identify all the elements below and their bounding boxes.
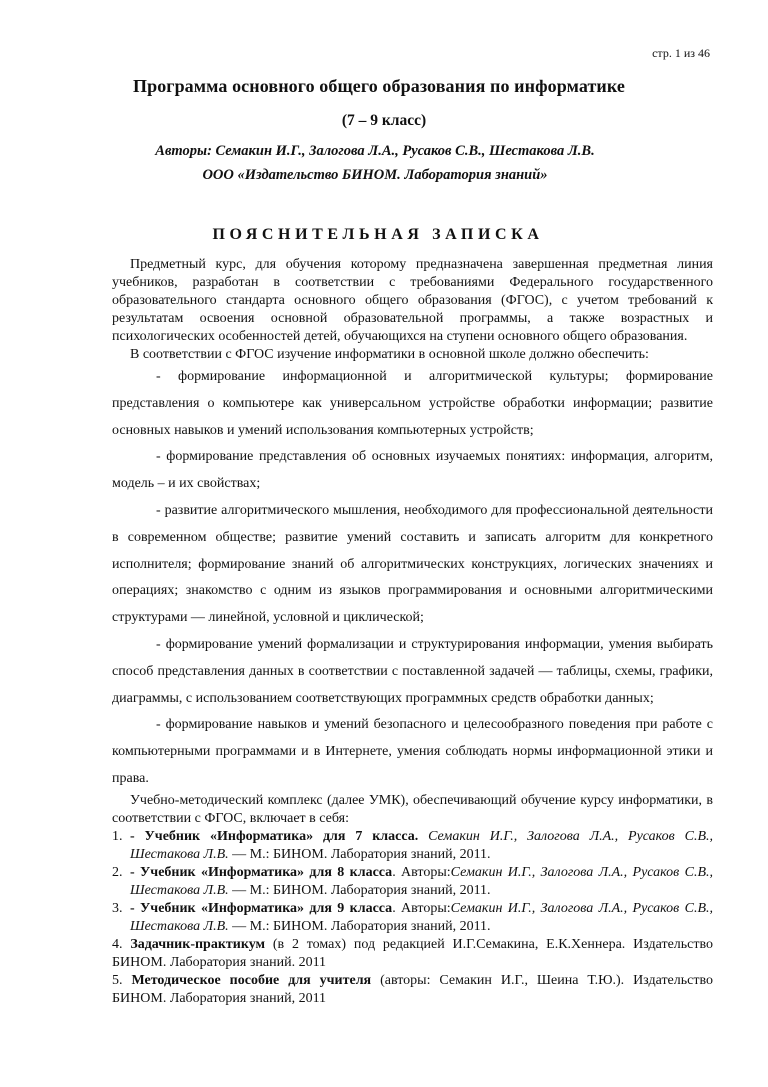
document-body xyxy=(112,256,713,1008)
umk-item xyxy=(112,828,713,864)
umk-item-title: Методическое пособие для учителя xyxy=(131,972,372,988)
goal-item: - развитие алгоритмического мышления, необходимого для профессиональной деятельности в современном обществе; развитие умений составить и записать алгоритм для конкретного исполнителя; формирование знаний об алгоритмических конструкциях, логических значениях и операциях; знакомство с одним из языков программирования и основными алгоритмическими структурами — линейной, условной и циклической; xyxy=(112,502,713,626)
umk-item-details: — М.: БИНОМ. Лаборатория знаний, 2011. xyxy=(228,918,491,934)
umk-item-title: Задачник-практикум xyxy=(130,936,266,952)
umk-item-authors: Семакин И.Г., Залогова Л.А., Русаков С.В., Шестакова Л.В. xyxy=(130,828,713,862)
umk-item xyxy=(112,936,713,972)
umk-item-title: - Учебник «Информатика» для 7 класса. xyxy=(130,828,419,844)
umk-item-authors: Семакин И.Г., Залогова Л.А., Русаков С.В., Шестакова Л.В. xyxy=(130,864,713,898)
umk-list xyxy=(112,828,713,1008)
publisher-line: ООО «Издательство БИНОМ. Лаборатория знаний» xyxy=(202,167,548,183)
page-number: стр. 1 из 46 xyxy=(652,46,710,60)
umk-intro-paragraph: Учебно-методический комплекс (далее УМК), обеспечивающий обучение курсу информатики, в соответствии с ФГОС, включает в себя: xyxy=(112,792,713,826)
goal-item: - формирование информационной и алгоритмической культуры; формирование представления о компьютере как универсальном устройстве обработки информации; развитие основных навыков и умений использования компьютерных устройств; xyxy=(112,369,713,438)
goals-list xyxy=(112,364,713,793)
umk-item-authors-label: . Авторы: xyxy=(392,864,451,880)
lead-paragraph: В соответствии с ФГОС изучение информатики в основной школе должно обеспечить: xyxy=(130,347,649,362)
umk-item-details: (авторы: Семакин И.Г., Шеина Т.Ю.). Издательство БИНОМ. Лаборатория знаний, 2011 xyxy=(112,972,713,1006)
section-heading: ПОЯСНИТЕЛЬНАЯ ЗАПИСКА xyxy=(212,226,544,243)
umk-item-number: 3. xyxy=(112,900,123,916)
umk-item-title: - Учебник «Информатика» для 9 класса xyxy=(130,900,393,916)
umk-item-details: — М.: БИНОМ. Лаборатория знаний, 2011. xyxy=(228,882,491,898)
intro-paragraph: Предметный курс, для обучения которому предназначена завершенная предметная линия учебников, разработан в соответствии с требованиями Федерального государственного образовательного стандарта основного общего образования (ФГОС), с учетом требований к результатам освоения основной образовательной программы, а также возрастных и психологических особенностей детей, обучающихся на ступени основного общего образования. xyxy=(112,257,713,344)
document-title: Программа основного общего образования по информатике xyxy=(132,76,626,96)
umk-item xyxy=(112,972,713,1008)
umk-item-number: 5. xyxy=(112,972,123,988)
grades-subtitle: (7 – 9 класс) xyxy=(341,112,427,129)
authors-line: Авторы: Семакин И.Г., Залогова Л.А., Русаков С.В., Шестакова Л.В. xyxy=(155,143,595,159)
umk-item-number: 2. xyxy=(112,864,123,880)
goal-item: - формирование навыков и умений безопасного и целесообразного поведения при работе с компьютерными программами и в Интернете, умения соблюдать нормы информационной этики и права. xyxy=(112,717,713,786)
goal-item: - формирование представления об основных изучаемых понятиях: информация, алгоритм, модель – и их свойствах; xyxy=(112,449,713,492)
umk-item-authors-label: . Авторы: xyxy=(392,900,451,916)
umk-item-number: 1. xyxy=(112,828,123,844)
umk-item-authors: Семакин И.Г., Залогова Л.А., Русаков С.В., Шестакова Л.В. xyxy=(130,900,713,934)
umk-item xyxy=(112,900,713,936)
umk-item-number: 4. xyxy=(112,936,123,952)
umk-item-details: (в 2 томах) под редакцией И.Г.Семакина, Е.К.Хеннера. Издательство БИНОМ. Лаборатория знаний. 2011 xyxy=(112,936,714,970)
goal-item: - формирование умений формализации и структурирования информации, умения выбирать способ представления данных в соответствии с поставленной задачей — таблицы, схемы, графики, диаграммы, с использованием соответствующих программных средств обработки данных; xyxy=(112,636,713,706)
umk-item xyxy=(112,864,713,900)
umk-item-title: - Учебник «Информатика» для 8 класса xyxy=(130,864,393,880)
umk-item-details: — М.: БИНОМ. Лаборатория знаний, 2011. xyxy=(228,846,491,862)
